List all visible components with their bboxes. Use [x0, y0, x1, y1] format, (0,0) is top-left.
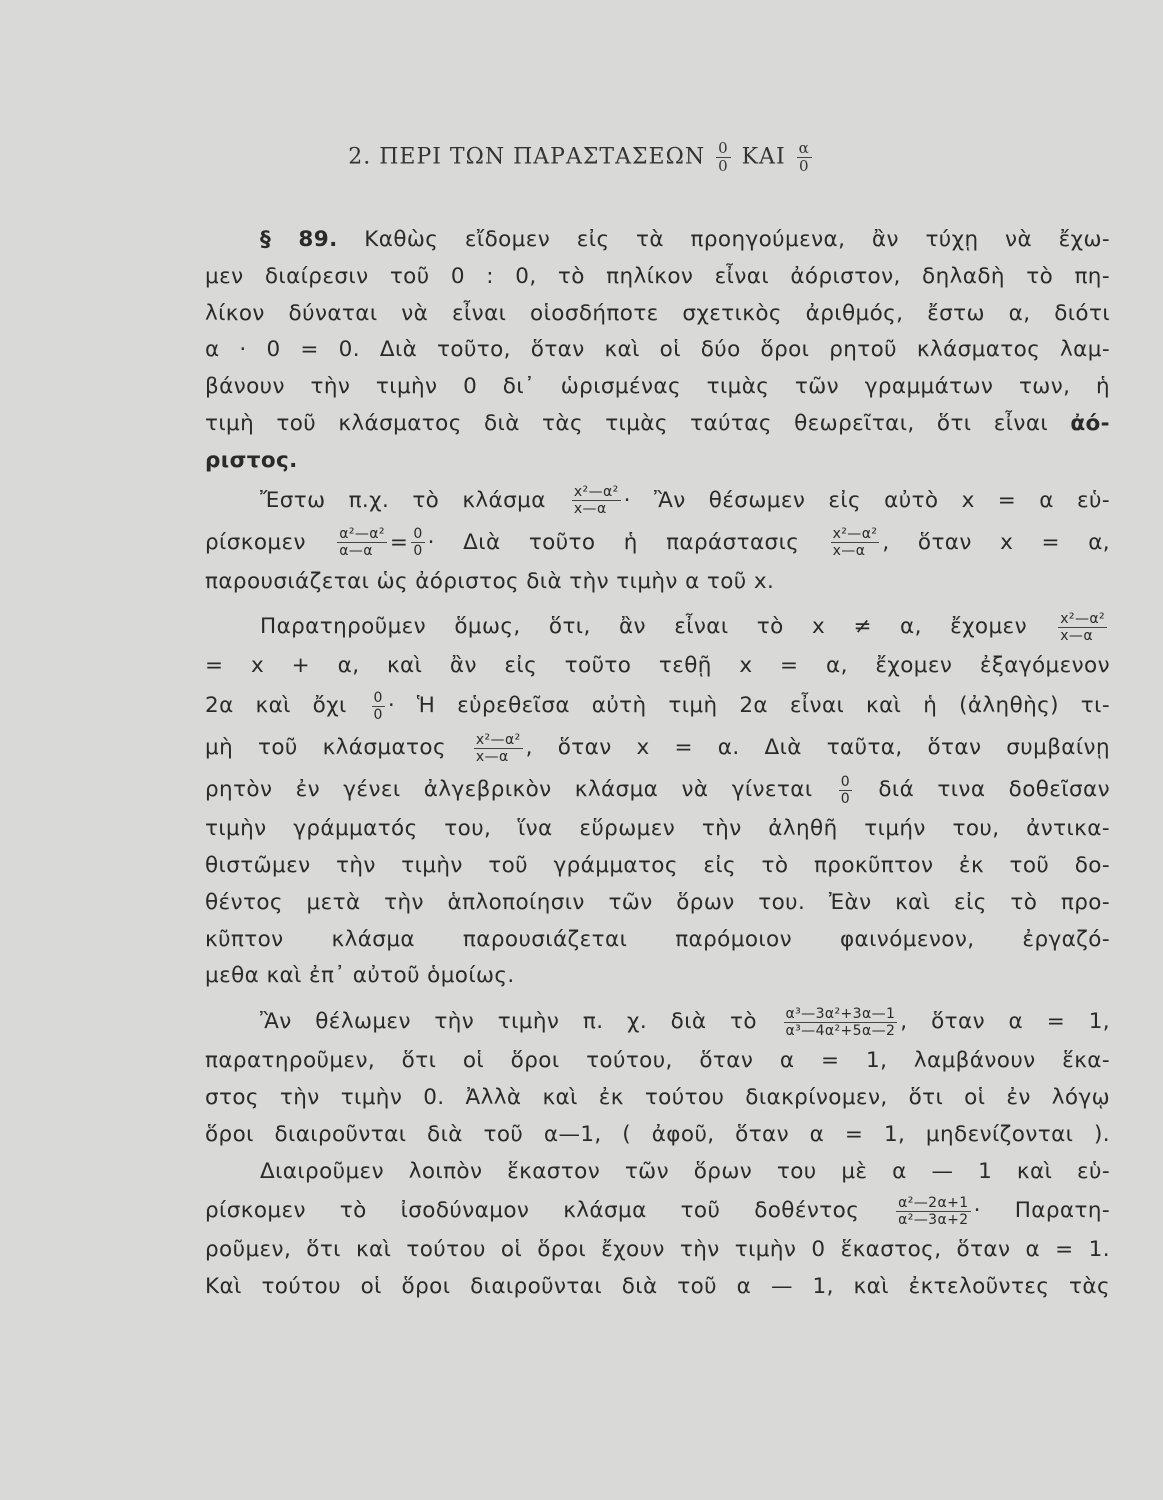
- fraction: $\frac{\text{α²—α²}}{\alpha—\alpha}$: [339, 526, 385, 560]
- text-line: παρουσιάζεται ὡς ἀόριστος διὰ τὴν τιμὴν α τοῦ x.: [205, 568, 775, 594]
- text-line: § 89. Καθὼς εἴδομεν εἰς τὰ προηγούμενα, ἂν τύχῃ νὰ ἔχω-: [260, 227, 1111, 252]
- paragraph-observation: [205, 606, 1110, 995]
- text-line: Διαιροῦμεν λοιπὸν ἕκαστον τῶν ὅρων του μὲ α — 1 καὶ εὑ-: [260, 1158, 1110, 1184]
- text-line: [205, 443, 1110, 480]
- paragraph-example: [205, 480, 1110, 601]
- text-line: βάνουν τὴν τιμὴν 0 δι᾽ ὡρισμένας τιμὰς τῶν γραμμάτων των, ἡ: [205, 374, 1110, 400]
- heading-and: ΚΑΙ: [741, 144, 786, 170]
- fraction: $\frac{\text{α³—3α²+3α—1}}{\text{α³—4α²+5α—2}}$: [785, 1005, 896, 1039]
- fraction: $\frac{0}{0}$: [840, 773, 851, 807]
- text-line: παρατηροῦμεν, ὅτι οἱ ὅροι τούτου, ὅταν α = 1, λαμβάνουν ἕκα-: [205, 1048, 1110, 1074]
- paragraph-division: [205, 1154, 1110, 1306]
- text-line: Καὶ τούτου οἱ ὅροι διαιροῦνται διὰ τοῦ α — 1, καὶ ἐκτελοῦντες τὰς: [205, 1274, 1110, 1300]
- fraction: $\frac{\text{x²—α²}}{x—\alpha}$: [475, 731, 521, 765]
- heading-text: 2. ΠΕΡΙ ΤΩΝ ΠΑΡΑΣΤΑΣΕΩΝ: [348, 144, 706, 170]
- text-line: ὅροι διαιροῦνται διὰ τοῦ α—1, ( ἀφοῦ, ὅταν α = 1, μηδενίζονται ).: [205, 1121, 1110, 1147]
- text-line: τιμὴν γράμματός του, ἵνα εὕρωμεν τὴν ἀληθῆ τιμήν του, ἀντικα-: [205, 816, 1110, 842]
- text-line: Παρατηροῦμεν ὅμως, ὅτι, ἂν εἶναι τὸ x ≠ α, ἔχομεν $\frac{\text{x²—α²}}{x—\alpha}$: [260, 610, 1105, 644]
- term-indeterminate-end: ριστος.: [205, 447, 298, 473]
- body-text: [205, 222, 1110, 1306]
- heading-fraction-zero: $\frac{0}{0}$: [718, 139, 729, 175]
- text-line: α · 0 = 0. Διὰ τοῦτο, ὅταν καὶ οἱ δύο ὅροι ρητοῦ κλάσματος λαμ-: [205, 337, 1110, 363]
- text-line: ρίσκομεν τὸ ἰσοδύναμον κλάσμα τοῦ δοθέντος $\frac{\text{α²—2α+1}}{\text{α²—3α+2}}$ · Παρατη-: [205, 1194, 1110, 1228]
- text-line: ρίσκομεν $\frac{\text{α²—α²}}{\alpha—\alpha}$ = $\frac{0}{0}$ · Διὰ τοῦτο ἡ παράστασις $\frac{\text{x²—α²}}{x—\alpha}$ , ὅταν x = α,: [205, 526, 1111, 560]
- fraction: $\frac{\text{x²—α²}}{x—\alpha}$: [832, 526, 878, 560]
- fraction: $\frac{\text{α²—2α+1}}{\text{α²—3α+2}}$: [898, 1194, 969, 1228]
- text-line: θιστῶμεν τὴν τιμὴν τοῦ γράμματος εἰς τὸ προκῦπτον ἐκ τοῦ δο-: [205, 852, 1110, 878]
- text-line: θέντος μετὰ τὴν ἁπλοποίησιν τῶν ὅρων του. Ἐὰν καὶ εἰς τὸ προ-: [205, 889, 1110, 915]
- paragraph-89: [205, 222, 1110, 480]
- text-line: μὴ τοῦ κλάσματος $\frac{\text{x²—α²}}{x—\alpha}$ , ὅταν x = α. Διὰ ταῦτα, ὅταν συμβαίνῃ: [205, 731, 1110, 765]
- fraction: $\frac{0}{0}$: [373, 689, 383, 723]
- text-line: 2α καὶ ὄχι $\frac{0}{0}$ · Ἡ εὑρεθεῖσα αὐτὴ τιμὴ 2α εἶναι καὶ ἡ (ἀληθὴς) τι-: [205, 689, 1110, 723]
- text-line: = x + α, καὶ ἂν εἰς τοῦτο τεθῇ x = α, ἔχομεν ἐξαγόμενον: [205, 653, 1110, 679]
- text-line: κῦπτον κλάσμα παρουσιάζεται παρόμοιον φαινόμενον, ἐργαζό-: [205, 926, 1110, 952]
- text-line: λίκον δύναται νὰ εἶναι οἱοσδήποτε σχετικὸς ἀριθμός, ἔστω α, διότι: [205, 300, 1110, 326]
- text-line: μεθα καὶ ἐπ᾽ αὐτοῦ ὁμοίως.: [205, 963, 515, 989]
- heading-fraction-alpha: $\frac{\alpha}{0}$: [798, 139, 810, 175]
- text-line: μεν διαίρεσιν τοῦ 0 : 0, τὸ πηλίκον εἶναι ἀόριστον, δηλαδὴ τὸ πη-: [205, 263, 1110, 289]
- text-line: στος τὴν τιμὴν 0. Ἀλλὰ καὶ ἐκ τούτου διακρίνομεν, ὅτι οἱ ἐν λόγῳ: [205, 1084, 1110, 1110]
- paragraph-example-2: [205, 1001, 1110, 1153]
- section-heading: [0, 140, 1163, 175]
- text-line: τιμὴ τοῦ κλάσματος διὰ τὰς τιμὰς ταύτας θεωρεῖται, ὅτι εἶναι ἀό-: [205, 410, 1110, 436]
- fraction: $\frac{\text{x²—α²}}{x—\alpha}$: [1060, 610, 1105, 644]
- text-line: ροῦμεν, ὅτι καὶ τούτου οἱ ὅροι ἔχουν τὴν τιμὴν 0 ἕκαστος, ὅταν α = 1.: [205, 1237, 1110, 1263]
- text-line: Ἔστω π.χ. τὸ κλάσμα $\frac{\text{x²—α²}}{x—\alpha}$ · Ἂν θέσωμεν εἰς αὐτὸ x = α εὑ-: [260, 484, 1110, 518]
- text-line: ρητὸν ἐν γένει ἀλγεβρικὸν κλάσμα νὰ γίνεται $\frac{0}{0}$ διά τινα δοθεῖσαν: [205, 773, 1111, 807]
- fraction: $\frac{0}{0}$: [413, 526, 423, 560]
- text-line: Ἂν θέλωμεν τὴν τιμὴν π. χ. διὰ τὸ $\frac{\text{α³—3α²+3α—1}}{\text{α³—4α²+5α—2}}$ , ὅταν α = 1,: [260, 1005, 1111, 1039]
- section-number: § 89.: [260, 227, 338, 252]
- fraction: $\frac{\text{x²—α²}}{x—\alpha}$: [573, 484, 619, 518]
- term-indeterminate: ἀό-: [1070, 410, 1110, 436]
